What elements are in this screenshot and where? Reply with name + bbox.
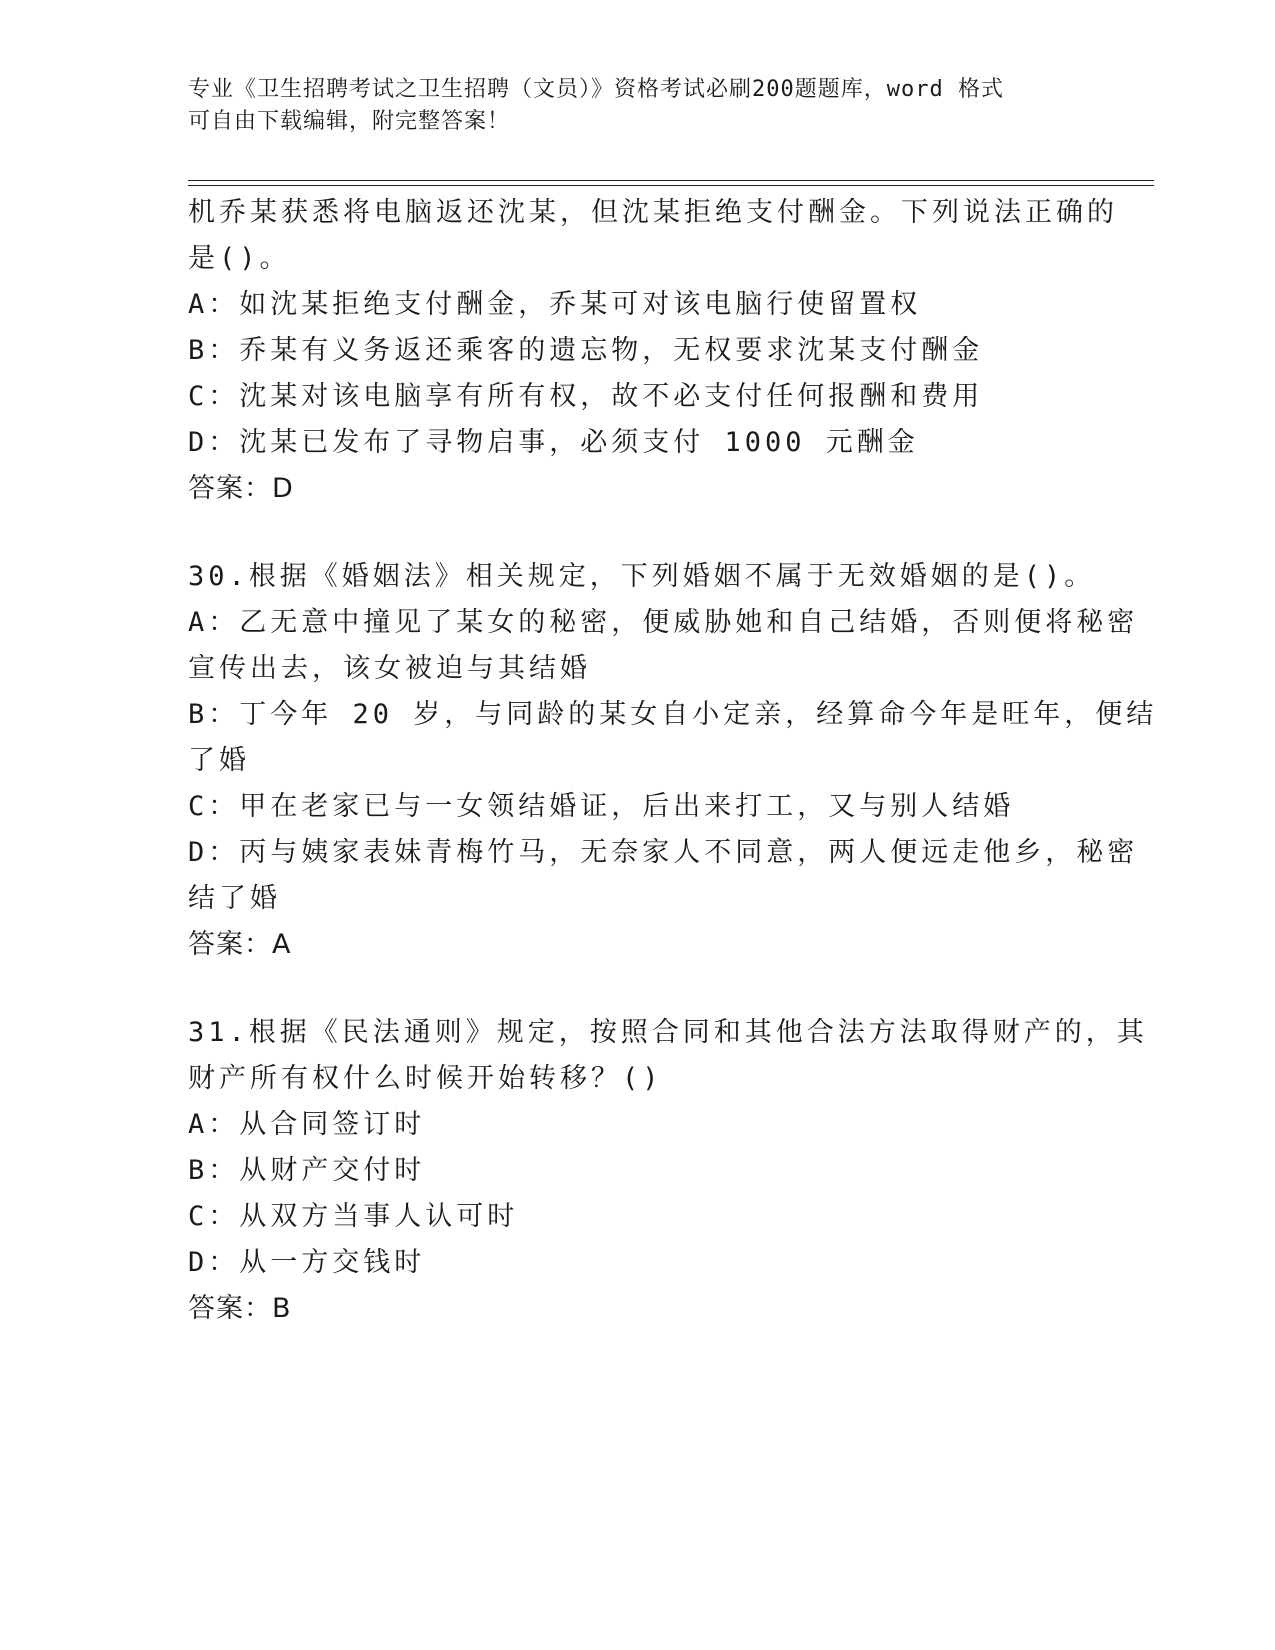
question-31 bbox=[188, 1010, 1148, 1332]
answer-label: 答案：B bbox=[188, 1293, 292, 1324]
question-29 bbox=[188, 190, 1118, 512]
question-stem-line: 财产所有权什么时候开始转移？() bbox=[188, 1063, 663, 1094]
option-b-continued: 了婚 bbox=[188, 745, 250, 776]
header-divider-top bbox=[188, 180, 1154, 181]
option-d: D：丙与姨家表妹青梅竹马，无奈家人不同意，两人便远走他乡，秘密 bbox=[188, 837, 1139, 868]
question-list bbox=[188, 190, 1158, 1332]
option-d: D：沈某已发布了寻物启事，必须支付 1000 元酬金 bbox=[188, 427, 919, 458]
option-c: C：甲在老家已与一女领结婚证，后出来打工，又与别人结婚 bbox=[188, 791, 1015, 822]
option-a: A：乙无意中撞见了某女的秘密，便威胁她和自己结婚，否则便将秘密 bbox=[188, 607, 1139, 638]
option-c: C：沈某对该电脑享有所有权，故不必支付任何报酬和费用 bbox=[188, 381, 984, 412]
question-stem-line: 是()。 bbox=[188, 243, 291, 274]
option-d-continued: 结了婚 bbox=[188, 883, 281, 914]
question-stem-line: 31.根据《民法通则》规定，按照合同和其他合法方法取得财产的，其 bbox=[188, 1017, 1148, 1048]
answer-label: 答案：A bbox=[188, 929, 292, 960]
option-c: C：从双方当事人认可时 bbox=[188, 1201, 519, 1232]
document-header bbox=[188, 74, 1068, 138]
question-stem-line: 30.根据《婚姻法》相关规定，下列婚姻不属于无效婚姻的是()。 bbox=[188, 561, 1096, 592]
option-b: B：丁今年 20 岁，与同龄的某女自小定亲，经算命今年是旺年，便结 bbox=[188, 699, 1158, 730]
header-divider-bottom bbox=[188, 185, 1154, 186]
header-line-1: 专业《卫生招聘考试之卫生招聘（文员）》资格考试必刷200题题库，word 格式 bbox=[188, 77, 1004, 102]
option-b: B：从财产交付时 bbox=[188, 1155, 426, 1186]
option-b: B：乔某有义务返还乘客的遗忘物，无权要求沈某支付酬金 bbox=[188, 335, 984, 366]
option-a: A：如沈某拒绝支付酬金，乔某可对该电脑行使留置权 bbox=[188, 289, 922, 320]
answer-label: 答案：D bbox=[188, 473, 294, 504]
option-a: A：从合同签订时 bbox=[188, 1109, 426, 1140]
option-a-continued: 宣传出去，该女被迫与其结婚 bbox=[188, 653, 591, 684]
question-spacer bbox=[188, 512, 1088, 554]
question-spacer bbox=[188, 968, 1088, 1010]
header-line-2: 可自由下载编辑，附完整答案！ bbox=[188, 109, 511, 134]
option-d: D：从一方交钱时 bbox=[188, 1247, 426, 1278]
question-stem-line: 机乔某获悉将电脑返还沈某，但沈某拒绝支付酬金。下列说法正确的 bbox=[188, 197, 1118, 228]
question-30 bbox=[188, 554, 1158, 968]
